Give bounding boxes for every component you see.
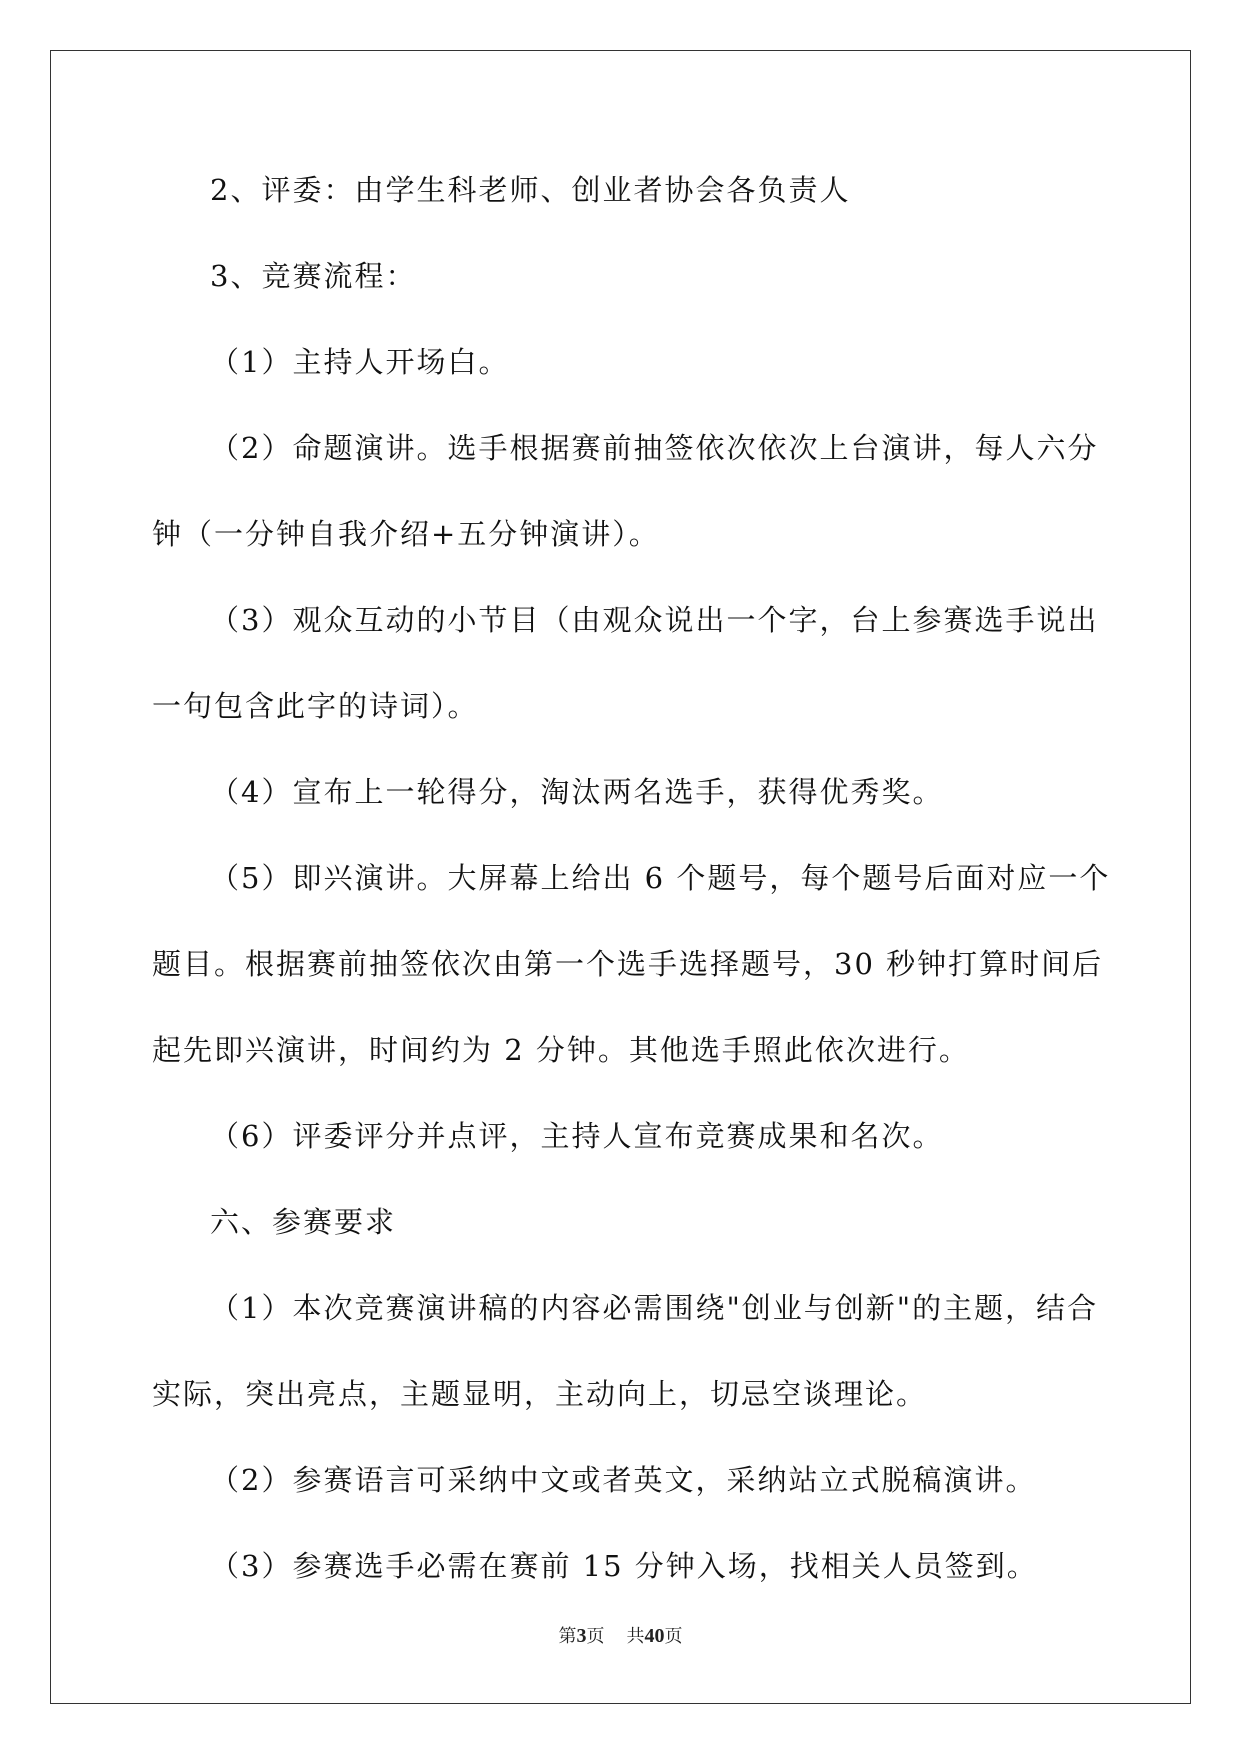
text-block — [152, 168, 1111, 1588]
page-current: 3 — [576, 1625, 587, 1647]
page-total: 40 — [644, 1625, 665, 1647]
line-step-2-cont: 钟（一分钟自我介绍+五分钟演讲）。 — [152, 517, 660, 551]
line-step-3-cont: 一句包含此字的诗词）。 — [152, 689, 479, 723]
line-process-heading: 3、竞赛流程： — [210, 259, 417, 293]
line-req-2: （2）参赛语言可采纳中文或者英文，采纳站立式脱稿演讲。 — [210, 1463, 1037, 1497]
line-step-4: （4）宣布上一轮得分，淘汰两名选手，获得优秀奖。 — [210, 775, 944, 809]
line-step-5: （5）即兴演讲。大屏幕上给出 6 个题号，每个题号后面对应一个 — [210, 861, 1111, 895]
line-step-3: （3）观众互动的小节目（由观众说出一个字，台上参赛选手说出 — [210, 603, 1099, 637]
line-req-1-cont: 实际，突出亮点，主题显明，主动向上，切忌空谈理论。 — [152, 1377, 928, 1411]
page-footer — [0, 1622, 1241, 1648]
document-body — [152, 168, 1111, 1630]
line-step-2: （2）命题演讲。选手根据赛前抽签依次依次上台演讲，每人六分 — [210, 431, 1099, 465]
line-step-1: （1）主持人开场白。 — [210, 345, 510, 379]
line-step-5-cont-1: 题目。根据赛前抽签依次由第一个选手选择题号，30 秒钟打算时间后 — [152, 947, 1104, 981]
line-req-1: （1）本次竞赛演讲稿的内容必需围绕"创业与创新"的主题，结合 — [210, 1291, 1099, 1325]
page-prefix: 第 — [558, 1626, 577, 1647]
line-requirements-heading: 六、参赛要求 — [210, 1205, 397, 1239]
line-step-6: （6）评委评分并点评，主持人宣布竞赛成果和名次。 — [210, 1119, 944, 1153]
total-suffix: 页 — [664, 1626, 683, 1647]
total-prefix: 共 — [626, 1626, 645, 1647]
page-suffix: 页 — [586, 1626, 605, 1647]
line-judges: 2、评委：由学生科老师、创业者协会各负责人 — [210, 173, 851, 207]
line-req-3: （3）参赛选手必需在赛前 15 分钟入场，找相关人员签到。 — [210, 1549, 1038, 1583]
line-step-5-cont-2: 起先即兴演讲，时间约为 2 分钟。其他选手照此依次进行。 — [152, 1033, 970, 1067]
